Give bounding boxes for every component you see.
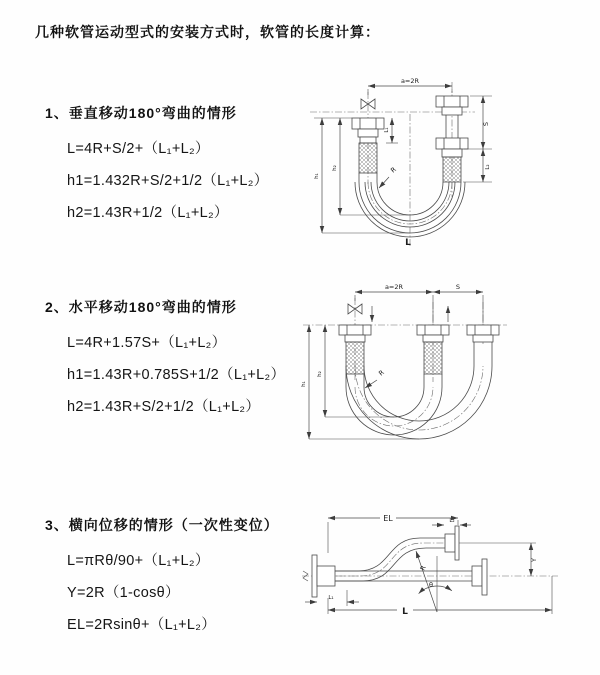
dim-label-l1: L₁ <box>328 595 334 601</box>
radius-line <box>416 551 437 612</box>
fitting-collar <box>358 129 378 137</box>
dim-label-l: L <box>405 238 411 248</box>
hex-nut <box>467 325 499 335</box>
hose-arc <box>346 387 442 435</box>
dim-label-s: S <box>455 283 461 291</box>
flange-plate <box>482 559 487 595</box>
angle-arc <box>419 586 452 594</box>
dim-label-span: a=2R <box>400 77 420 85</box>
fitting-collar <box>442 149 462 157</box>
page-title: 几种软管运动型式的安装方式时，软管的长度计算： <box>35 24 380 40</box>
fitting-collar <box>473 335 493 342</box>
section-1-formulas <box>67 133 269 229</box>
dim-label-h2: h₂ <box>317 371 323 377</box>
extension-line <box>355 295 483 323</box>
hex-nut <box>417 325 449 335</box>
section-2-formulas <box>67 327 285 423</box>
dim-label-l2: L₂ <box>485 164 491 170</box>
fitting-collar <box>442 107 462 115</box>
section-1 <box>45 103 269 229</box>
diagram-horizontal-180-bend <box>295 282 575 452</box>
formula-line: L=πRθ/90+（L₁+L₂） <box>67 553 210 569</box>
formula-line: Y=2R（1-cosθ） <box>67 585 180 601</box>
formula-line: h2=1.43R+S/2+1/2（L₁+L₂） <box>67 399 261 415</box>
fitting-collar <box>360 137 376 143</box>
formula-line: h1=1.43R+0.785S+1/2（L₁+L₂） <box>67 367 286 383</box>
extension-line <box>368 89 452 95</box>
hose-lines <box>346 342 492 387</box>
dim-label-s: S <box>482 121 490 127</box>
braided-hose <box>424 342 442 374</box>
dim-label-l2: L₂ <box>449 518 455 524</box>
flange-plate <box>455 526 459 560</box>
dim-label-l1: L₁ <box>384 127 390 133</box>
dim-label-span: a=2R <box>384 283 404 291</box>
extension-line <box>328 576 552 614</box>
section-2-heading: 2、水平移动180°弯曲的情形 <box>45 299 237 315</box>
hex-nut <box>339 325 371 335</box>
hex-nut <box>352 118 384 129</box>
dim-label-l: L <box>402 607 408 617</box>
section-2 <box>45 297 285 423</box>
flange-hub <box>472 566 482 586</box>
dim-label-h1: h₁ <box>314 173 320 179</box>
flange-hub <box>445 534 455 552</box>
hex-nut <box>436 96 468 107</box>
braided-hose <box>443 157 461 182</box>
diagram-lateral-displacement <box>300 498 595 658</box>
section-1-heading: 1、垂直移动180°弯曲的情形 <box>45 105 237 121</box>
formula-line: L=4R+1.57S+（L₁+L₂） <box>67 335 227 351</box>
formula-line: h2=1.43R+1/2（L₁+L₂） <box>67 205 229 221</box>
dim-label-h2: h₂ <box>332 165 338 171</box>
formula-line: h1=1.432R+S/2+1/2（L₁+L₂） <box>67 173 269 189</box>
dim-label-el: EL <box>383 514 393 523</box>
hex-nut <box>436 138 468 149</box>
dim-label-r: R <box>377 368 386 378</box>
fitting-collar <box>423 335 443 342</box>
formula-line: EL=2Rsinθ+（L₁+L₂） <box>67 617 217 633</box>
diagram-vertical-180-bend <box>300 72 600 257</box>
braided-hose <box>359 143 377 173</box>
flange-hub <box>317 566 335 586</box>
dim-label-h1: h₁ <box>301 381 307 387</box>
hose-arc <box>364 387 424 417</box>
dim-label-theta: θ <box>429 581 433 589</box>
hose-centerline-arc <box>355 387 433 426</box>
dim-label-r: R <box>418 564 428 572</box>
formula-line: L=4R+S/2+（L₁+L₂） <box>67 141 210 157</box>
flange-plate <box>312 555 317 597</box>
section-3 <box>45 515 279 641</box>
dim-label-r: R <box>389 165 398 175</box>
dim-label-y: Y <box>530 558 538 562</box>
section-3-formulas <box>67 545 279 641</box>
fitting-collar <box>345 335 365 342</box>
section-3-heading: 3、横向位移的情形（一次性变位） <box>45 517 279 533</box>
radius-leader <box>379 177 389 188</box>
